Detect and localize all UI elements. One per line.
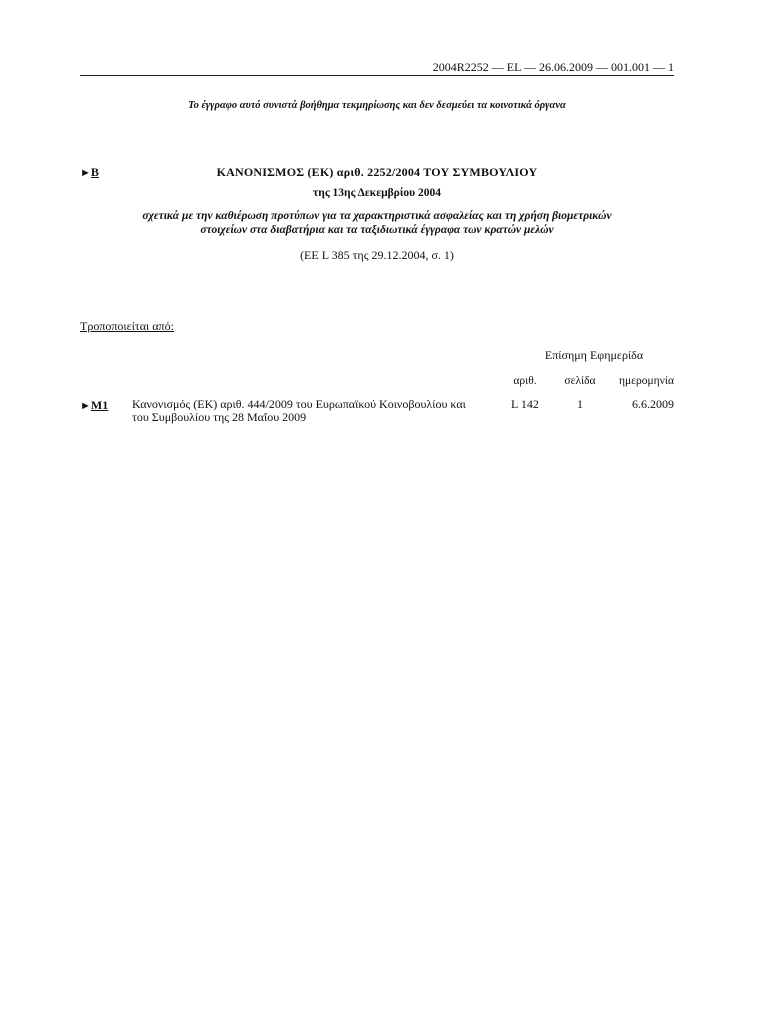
amended-by-label: Τροποποιείται από:: [80, 319, 174, 333]
amendment-code: M1: [90, 398, 109, 412]
marker-arrow-icon: ►: [80, 400, 91, 412]
disclaimer-note: Το έγγραφο αυτό συνιστά βοήθημα τεκμηρίωσης και δεν δεσμεύει τα κοινοτικά όργανα: [188, 100, 566, 111]
amendment-marker-m1[interactable]: [80, 398, 108, 413]
column-header-page: σελίδα: [564, 375, 596, 387]
marker-arrow-icon: ►: [80, 167, 91, 179]
amendment-description-line-2: του Συμβουλίου της 28 Μαΐου 2009: [132, 410, 307, 424]
regulation-subject-line-1: σχετικά με την καθιέρωση προτύπων για τα χαρακτηριστικά ασφαλείας και τη χρήση βιομετρικών: [142, 210, 612, 222]
regulation-date: της 13ης Δεκεμβρίου 2004: [313, 187, 441, 199]
regulation-subject-line-2: στοιχείων στα διαβατήρια και τα ταξιδιωτικά έγγραφα των κρατών μελών: [200, 224, 554, 236]
regulation-oj-reference: (ΕΕ L 385 της 29.12.2004, σ. 1): [300, 248, 454, 262]
amendment-description: [132, 398, 496, 424]
regulation-title: ΚΑΝΟΝΙΣΜΟΣ (ΕΚ) αριθ. 2252/2004 ΤΟΥ ΣΥΜΒΟΥΛΙΟΥ: [216, 165, 538, 179]
running-header: 2004R2252 — EL — 26.06.2009 — 001.001 — 1: [432, 60, 674, 74]
oj-column-heading: Επίσημη Εφημερίδα: [544, 348, 644, 362]
regulation-subject: [100, 209, 654, 237]
amendment-description-line-1: Κανονισμός (ΕΚ) αριθ. 444/2009 του Ευρωπαϊκού Κοινοβουλίου και: [132, 397, 466, 411]
amendment-oj-number: L 142: [511, 397, 539, 411]
header-rule: [80, 75, 674, 76]
base-act-code: B: [90, 165, 99, 179]
column-header-date: ημερομηνία: [619, 375, 674, 387]
amendment-oj-date: 6.6.2009: [632, 397, 674, 411]
base-act-marker[interactable]: [80, 165, 99, 180]
column-header-number: αριθ.: [513, 375, 537, 387]
amendment-oj-page: 1: [577, 397, 583, 411]
